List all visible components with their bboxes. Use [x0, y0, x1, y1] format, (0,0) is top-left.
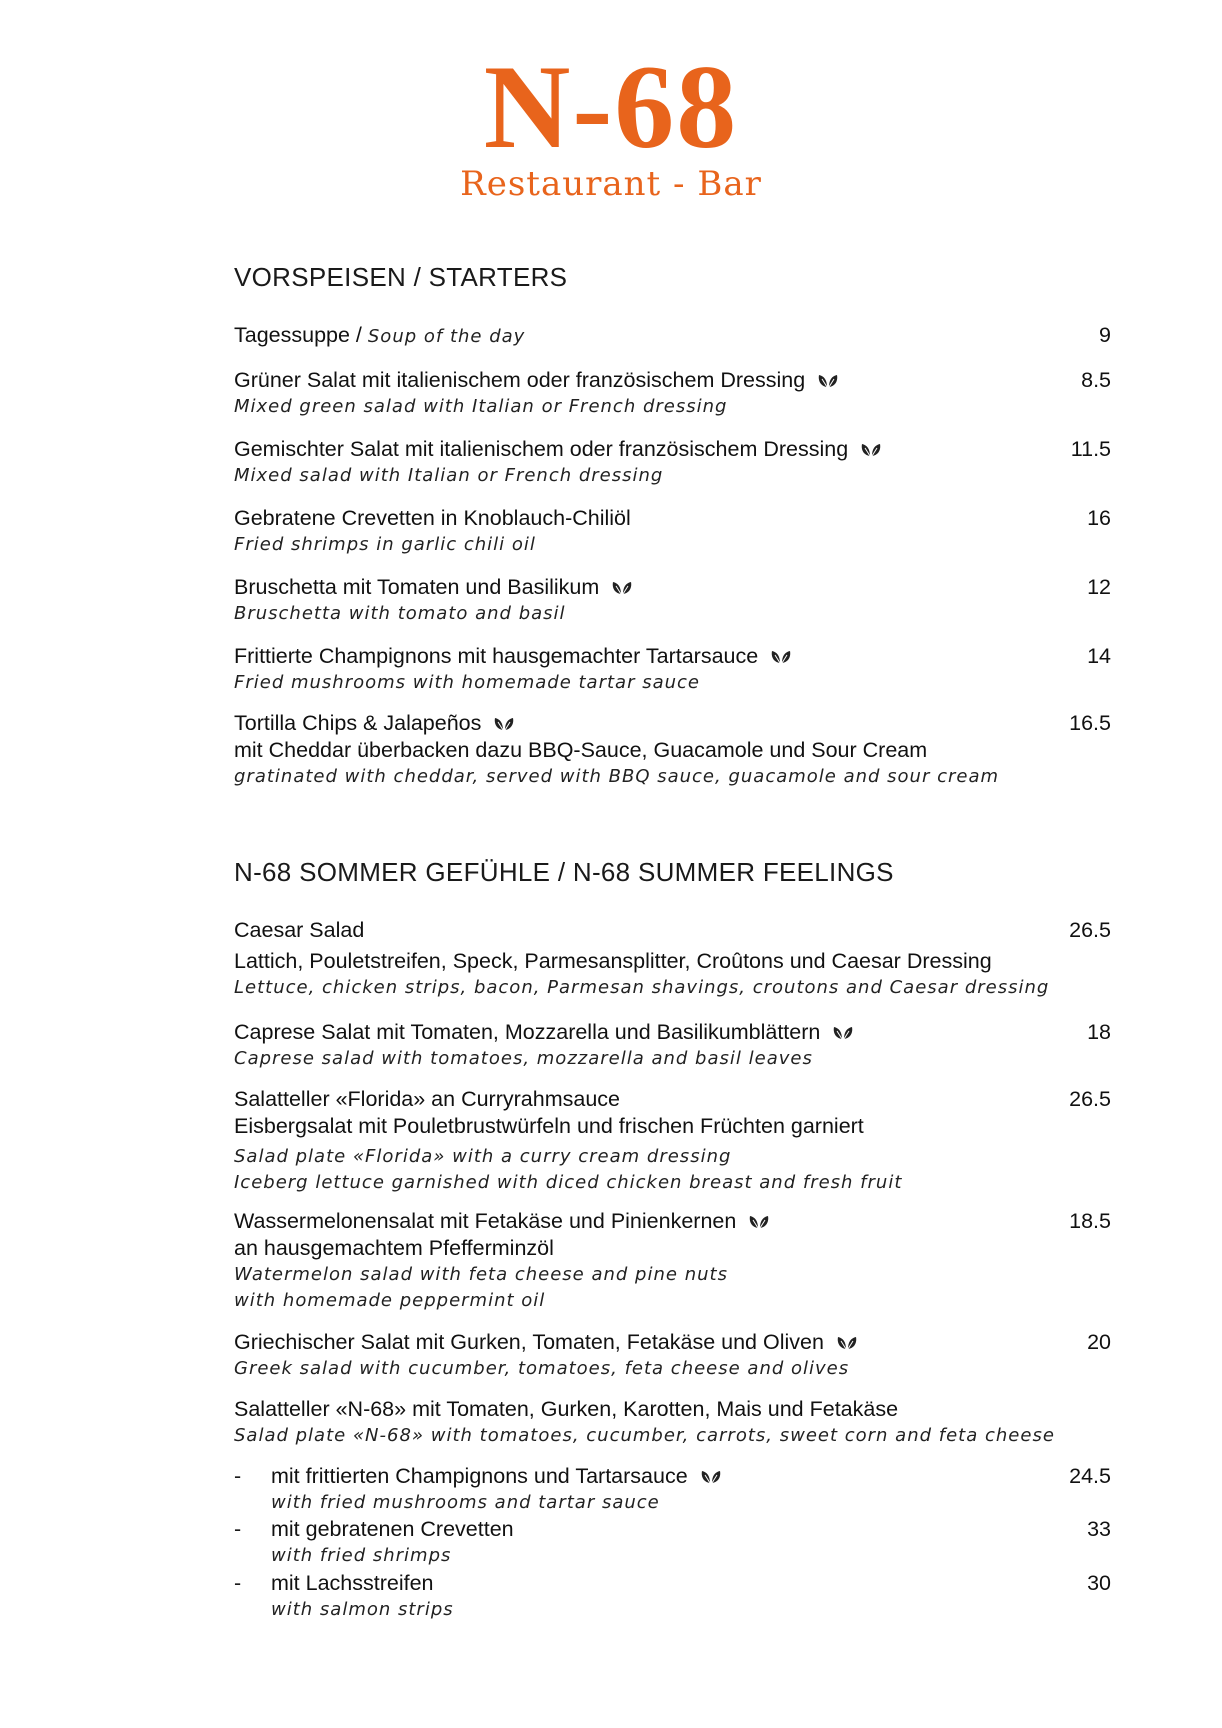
item-name-de: Tortilla Chips & Jalapeños [234, 711, 482, 735]
item-name-en: Greek salad with cucumber, tomatoes, feta cheese and olives [234, 1358, 850, 1379]
vegetarian-leaf-icon [611, 581, 633, 595]
vegetarian-leaf-icon [770, 650, 792, 664]
menu-item [234, 436, 1111, 489]
sub-item-price: 33 [1087, 1517, 1111, 1541]
sub-item [234, 1516, 1111, 1569]
menu-item [234, 710, 1111, 790]
item-price: 20 [1087, 1330, 1111, 1354]
menu-item [234, 322, 1111, 350]
item-price: 11.5 [1070, 437, 1111, 461]
item-price: 9 [1099, 323, 1111, 347]
vegetarian-leaf-icon [860, 443, 882, 457]
menu-item [234, 1086, 1111, 1196]
item-price: 8.5 [1081, 368, 1111, 392]
menu-item [234, 1329, 1111, 1382]
sub-item-price: 30 [1087, 1571, 1111, 1595]
item-name-de: Caprese Salat mit Tomaten, Mozzarella und Basilikumblättern [234, 1020, 821, 1044]
item-description-de: mit Cheddar überbacken dazu BBQ-Sauce, Guacamole und Sour Cream [234, 738, 928, 762]
item-name-de: Gemischter Salat mit italienischem oder französischem Dressing [234, 437, 849, 461]
menu-item [234, 917, 1111, 1001]
item-name-en: gratinated with cheddar, served with BBQ sauce, guacamole and sour cream [234, 766, 1000, 787]
menu-item [234, 1208, 1111, 1314]
item-name-en: Fried shrimps in garlic chili oil [234, 534, 536, 555]
item-name-en: Salad plate «Florida» with a curry cream dressing [234, 1146, 732, 1167]
item-name-en: Salad plate «N-68» with tomatoes, cucumber, carrots, sweet corn and feta cheese [234, 1425, 1055, 1446]
item-name-en: Mixed salad with Italian or French dressing [234, 465, 664, 486]
section-title-summer-feelings: N-68 SOMMER GEFÜHLE / N-68 SUMMER FEELINGS [234, 857, 894, 887]
sub-item-name-de: mit Lachsstreifen [271, 1571, 434, 1595]
sub-item-name-en: with salmon strips [271, 1599, 454, 1620]
item-description-en: Iceberg lettuce garnished with diced chicken breast and fresh fruit [234, 1172, 903, 1193]
sub-item-name-en: with fried shrimps [271, 1545, 452, 1566]
sub-item-dash: - [234, 1517, 242, 1541]
logo-subtitle: Restaurant - Bar [460, 164, 762, 204]
item-price: 26.5 [1069, 918, 1111, 942]
item-description-en: with homemade peppermint oil [234, 1290, 546, 1311]
item-price: 16.5 [1069, 711, 1111, 735]
item-name-en: Soup of the day [367, 326, 526, 347]
item-name-de: Caesar Salad [234, 918, 365, 942]
restaurant-logo [0, 40, 1222, 204]
item-name-de: Grüner Salat mit italienischem oder französischem Dressing [234, 368, 806, 392]
sub-item-name-en: with fried mushrooms and tartar sauce [271, 1492, 660, 1513]
sub-item-name-de: mit gebratenen Crevetten [271, 1517, 514, 1541]
sub-item [234, 1463, 1111, 1516]
item-name-de: Wassermelonensalat mit Fetakäse und Pinienkernen [234, 1209, 737, 1233]
item-price: 12 [1087, 575, 1111, 599]
vegetarian-leaf-icon [832, 1026, 854, 1040]
item-description-de: an hausgemachtem Pfefferminzöl [234, 1236, 554, 1260]
item-name-en: Fried mushrooms with homemade tartar sauce [234, 672, 700, 693]
item-name-de: Salatteller «N-68» mit Tomaten, Gurken, Karotten, Mais und Fetakäse [234, 1397, 899, 1421]
sub-item-name-de: mit frittierten Champignons und Tartarsauce [271, 1464, 688, 1488]
sub-item [234, 1570, 1111, 1623]
logo-name: N-68 [483, 40, 739, 173]
item-price: 26.5 [1069, 1087, 1111, 1111]
item-name-de: Gebratene Crevetten in Knoblauch-Chiliöl [234, 506, 631, 530]
item-name-de: Bruschetta mit Tomaten und Basilikum [234, 575, 600, 599]
menu-item [234, 367, 1111, 420]
vegetarian-leaf-icon [700, 1470, 722, 1484]
menu-item [234, 1019, 1111, 1072]
menu-item [234, 1396, 1111, 1449]
item-name-en: Watermelon salad with feta cheese and pine nuts [234, 1264, 728, 1285]
item-name-en: Mixed green salad with Italian or French dressing [234, 396, 728, 417]
menu-item [234, 505, 1111, 558]
vegetarian-leaf-icon [493, 717, 515, 731]
sub-item-dash: - [234, 1571, 242, 1595]
item-name-en: Caprese salad with tomatoes, mozzarella and basil leaves [234, 1048, 813, 1069]
menu-item [234, 574, 1111, 627]
sub-item-dash: - [234, 1464, 242, 1488]
item-price: 14 [1087, 644, 1111, 668]
item-description-de: Eisbergsalat mit Pouletbrustwürfeln und frischen Früchten garniert [234, 1114, 864, 1138]
item-price: 18 [1087, 1020, 1111, 1044]
section-title-starters: VORSPEISEN / STARTERS [234, 262, 568, 292]
item-description-en: Lettuce, chicken strips, bacon, Parmesan shavings, croutons and Caesar dressing [234, 977, 1050, 998]
item-price: 18.5 [1069, 1209, 1111, 1233]
vegetarian-leaf-icon [817, 374, 839, 388]
item-name-de: Salatteller «Florida» an Curryrahmsauce [234, 1087, 620, 1111]
item-name-en: Bruschetta with tomato and basil [234, 603, 566, 624]
item-description-de: Lattich, Pouletstreifen, Speck, Parmesansplitter, Croûtons und Caesar Dressing [234, 949, 992, 973]
menu-item [234, 643, 1111, 696]
item-price: 16 [1087, 506, 1111, 530]
sub-item-price: 24.5 [1069, 1464, 1111, 1488]
vegetarian-leaf-icon [836, 1336, 858, 1350]
item-name-de: Frittierte Champignons mit hausgemachter Tartarsauce [234, 644, 759, 668]
item-name-de: Griechischer Salat mit Gurken, Tomaten, Fetakäse und Oliven [234, 1330, 824, 1354]
vegetarian-leaf-icon [748, 1215, 770, 1229]
item-name-de: Tagessuppe / [234, 323, 368, 347]
